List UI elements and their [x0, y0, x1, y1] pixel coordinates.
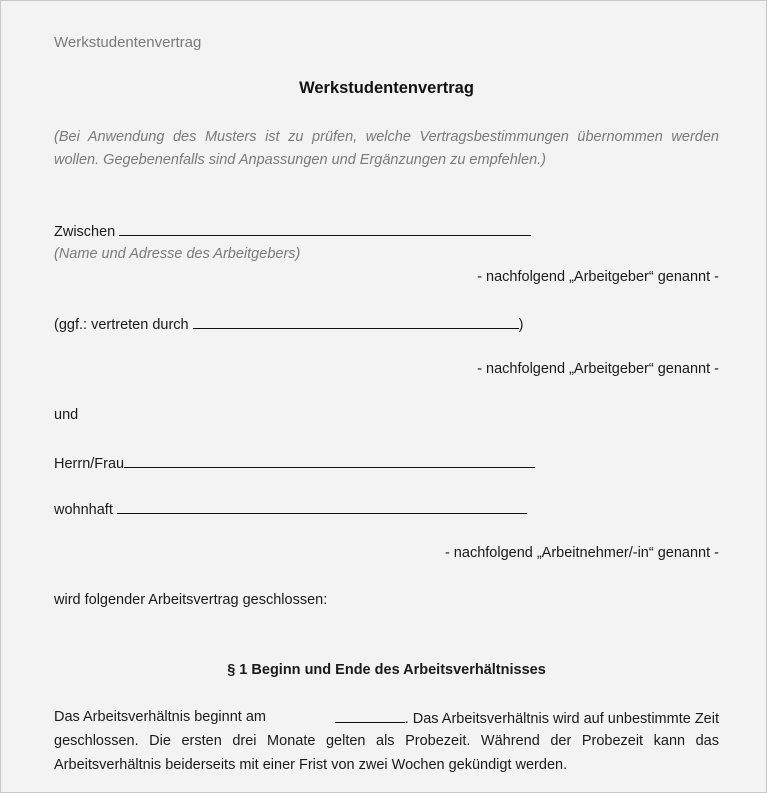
address-row	[54, 499, 719, 519]
employer-field[interactable]	[119, 221, 531, 236]
concluded-text: wird folgender Arbeitsvertrag geschlossen:	[54, 592, 328, 608]
employer-hint: (Name und Adresse des Arbeitgebers)	[54, 246, 301, 262]
wohnhaft-label: wohnhaft	[54, 502, 113, 518]
employer-named-2: - nachfolgend „Arbeitgeber“ genannt -	[477, 361, 719, 377]
start-text: Das Arbeitsverhältnis beginnt am	[54, 709, 266, 725]
document-title: Werkstudentenvertrag	[299, 79, 474, 97]
document-header: Werkstudentenvertrag	[54, 34, 202, 51]
section-1-heading: § 1 Beginn und Ende des Arbeitsverhältnisses	[227, 662, 546, 678]
und-label: und	[54, 407, 79, 423]
employee-named: - nachfolgend „Arbeitnehmer/-in“ genannt -	[444, 545, 719, 561]
employee-name-field[interactable]	[124, 453, 535, 468]
representative-field[interactable]	[193, 314, 519, 329]
start-date-field[interactable]	[335, 708, 405, 723]
zwischen-label: Zwischen	[54, 224, 116, 240]
section-1-line-3: Arbeitsverhältnis beiderseits mit einer Frist von zwei Wochen gekündigt werden.	[54, 757, 568, 773]
herr-frau-label: Herrn/Frau	[54, 456, 125, 472]
closing-paren: )	[518, 317, 524, 333]
note-line-2: wollen. Gegebenenfalls sind Anpassungen und Ergänzungen zu empfehlen.)	[54, 152, 547, 168]
start-text-cont: . Das Arbeitsverhältnis wird auf unbestimmte Zeit	[404, 711, 719, 727]
represented-row	[54, 314, 719, 334]
employer-named: - nachfolgend „Arbeitgeber“ genannt -	[477, 269, 719, 285]
section-1-line-2: geschlossen. Die ersten drei Monate gelten als Probezeit. Während der Probezeit kann das	[54, 733, 719, 749]
represented-label: (ggf.: vertreten durch	[54, 317, 189, 333]
note-line-1: (Bei Anwendung des Musters ist zu prüfen, welche Vertragsbestimmungen übernommen werden	[54, 129, 719, 145]
zwischen-row	[54, 221, 719, 241]
section-1-line-1	[54, 708, 719, 728]
employee-row	[54, 453, 719, 473]
employee-address-field[interactable]	[117, 499, 527, 514]
